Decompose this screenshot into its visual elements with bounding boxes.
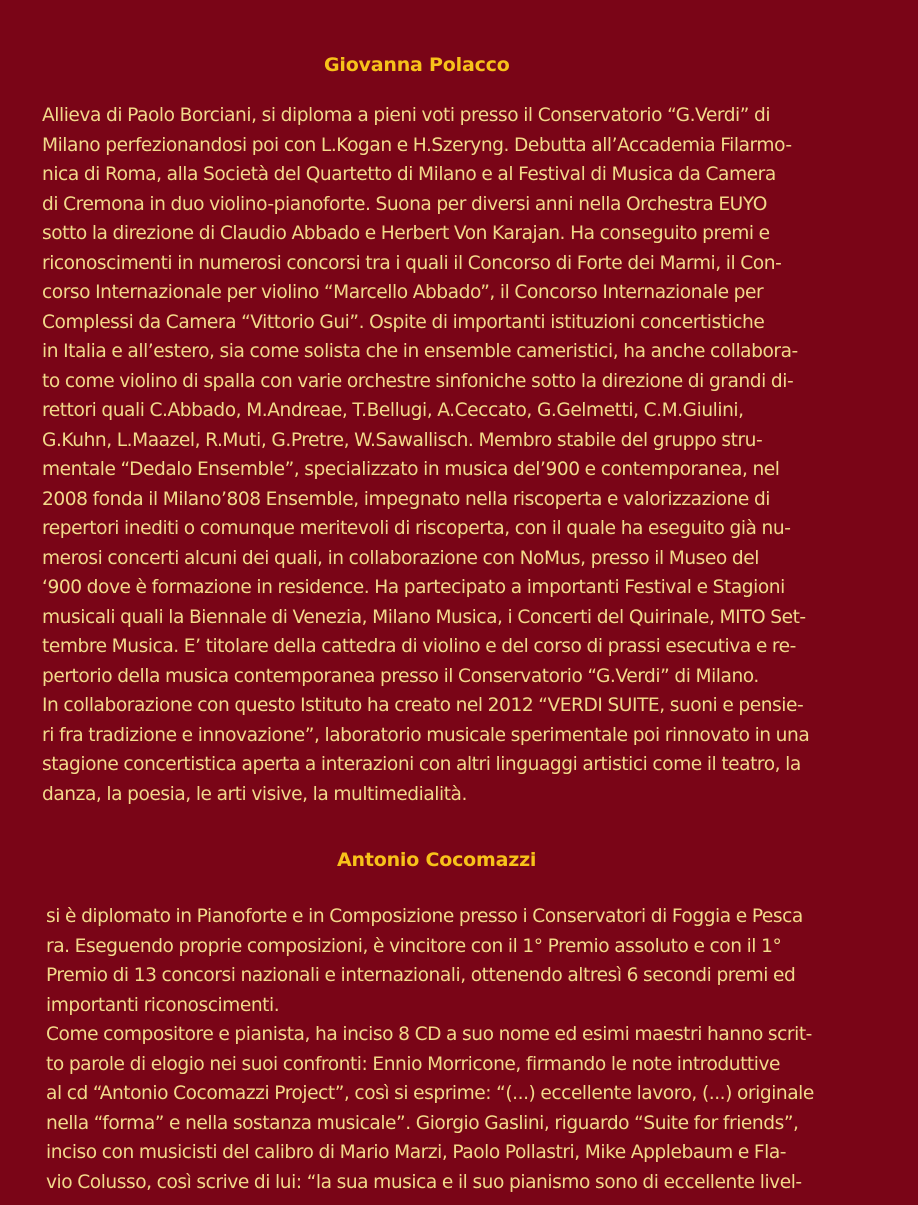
- bio-line: Complessi da Camera “Vittorio Gui”. Ospite di importanti istituzioni concertistiche: [42, 311, 765, 333]
- bio-line: ri fra tradizione e innovazione”, laboratorio musicale sperimentale poi rinnovato in una: [42, 724, 810, 746]
- bio-line: Premio di 13 concorsi nazionali e internazionali, ottenendo altresì 6 secondi premi ed: [46, 965, 796, 986]
- bio-line: importanti riconoscimenti.: [46, 994, 280, 1016]
- bio-line: tembre Musica. E’ titolare della cattedra di violino e del corso di prassi esecutiva e re-: [42, 636, 796, 657]
- bio-line: Allieva di Paolo Borciani, si diploma a pieni voti presso il Conservatorio “G.Verdi” di: [42, 105, 771, 126]
- bio-line: repertori inediti o comunque meritevoli di riscoperta, con il quale ha eseguito già nu-: [42, 518, 791, 539]
- bio-line: vio Colusso, così scrive di lui: “la sua musica e il suo pianismo sono di eccellente livel-: [46, 1171, 802, 1193]
- bio-line: merosi concerti alcuni dei quali, in collaborazione con NoMus, presso il Museo del: [42, 547, 759, 569]
- section-heading-giovanna-polacco: Giovanna Polacco: [324, 54, 510, 76]
- bio-line: si è diplomato in Pianoforte e in Composizione presso i Conservatori di Foggia e Pesca: [46, 906, 803, 927]
- bio-line: di Cremona in duo violino-pianoforte. Suona per diversi anni nella Orchestra EUYO: [42, 193, 767, 215]
- bio-line: pertorio della musica contemporanea presso il Conservatorio “G.Verdi” di Milano.: [42, 665, 759, 687]
- bio-line: sotto la direzione di Claudio Abbado e Herbert Von Karajan. Ha conseguito premi e: [42, 223, 770, 244]
- bio-line: rettori quali C.Abbado, M.Andreae, T.Bellugi, A.Ceccato, G.Gelmetti, C.M.Giulini,: [42, 400, 744, 421]
- bio-line: nella “forma” e nella sostanza musicale”. Giorgio Gaslini, riguardo “Suite for friends”,: [46, 1112, 799, 1134]
- bio-line: nica di Roma, alla Società del Quartetto di Milano e al Festival di Musica da Camera: [42, 164, 776, 185]
- bio-line: ‘900 dove è formazione in residence. Ha partecipato a importanti Festival e Stagioni: [42, 577, 785, 598]
- bio-line: 2008 fonda il Milano’808 Ensemble, impegnato nella riscoperta e valorizzazione di: [42, 488, 771, 510]
- bio-line: stagione concertistica aperta a interazioni con altri linguaggi artistici come il teatro, la: [42, 754, 801, 775]
- bio-line: in Italia e all’estero, sia come solista che in ensemble cameristici, ha anche collabora-: [42, 341, 798, 362]
- bio-line: riconoscimenti in numerosi concorsi tra i quali il Concorso di Forte dei Marmi, il Con-: [42, 252, 782, 274]
- bio-line: al cd “Antonio Cocomazzi Project”, così si esprime: “(...) eccellente lavoro, (...) originale: [46, 1083, 814, 1104]
- bio-line: ra. Eseguendo proprie composizioni, è vincitore con il 1° Premio assoluto e con il 1°: [46, 935, 782, 957]
- bio-line: G.Kuhn, L.Maazel, R.Muti, G.Pretre, W.Sawallisch. Membro stabile del gruppo stru-: [42, 429, 763, 451]
- bio-line: musicali quali la Biennale di Venezia, Milano Musica, i Concerti del Quirinale, MITO Set-: [42, 606, 806, 628]
- bio-line: to parole di elogio nei suoi confronti: Ennio Morricone, firmando le note introduttive: [46, 1053, 781, 1075]
- bio-paragraph-giovanna-polacco: [42, 101, 809, 809]
- bio-line: mentale “Dedalo Ensemble”, specializzato in musica del’900 e contemporanea, nel: [42, 459, 780, 480]
- bio-paragraph-antonio-cocomazzi: [46, 902, 814, 1197]
- bio-line: to come violino di spalla con varie orchestre sinfoniche sotto la direzione di grandi di-: [42, 370, 794, 392]
- bio-line: danza, la poesia, le arti visive, la multimedialità.: [42, 783, 467, 805]
- bio-line: Come compositore e pianista, ha inciso 8 CD a suo nome ed esimi maestri hanno scrit-: [46, 1024, 812, 1045]
- section-heading-antonio-cocomazzi: Antonio Cocomazzi: [337, 849, 537, 871]
- bio-line: Milano perfezionandosi poi con L.Kogan e H.Szeryng. Debutta all’Accademia Filarmo-: [42, 134, 792, 156]
- bio-line: corso Internazionale per violino “Marcello Abbado”, il Concorso Internazionale per: [42, 282, 764, 303]
- bio-line: inciso con musicisti del calibro di Mario Marzi, Paolo Pollastri, Mike Applebaum e Fla-: [46, 1142, 787, 1163]
- bio-line: In collaborazione con questo Istituto ha creato nel 2012 “VERDI SUITE, suoni e pensie-: [42, 695, 804, 716]
